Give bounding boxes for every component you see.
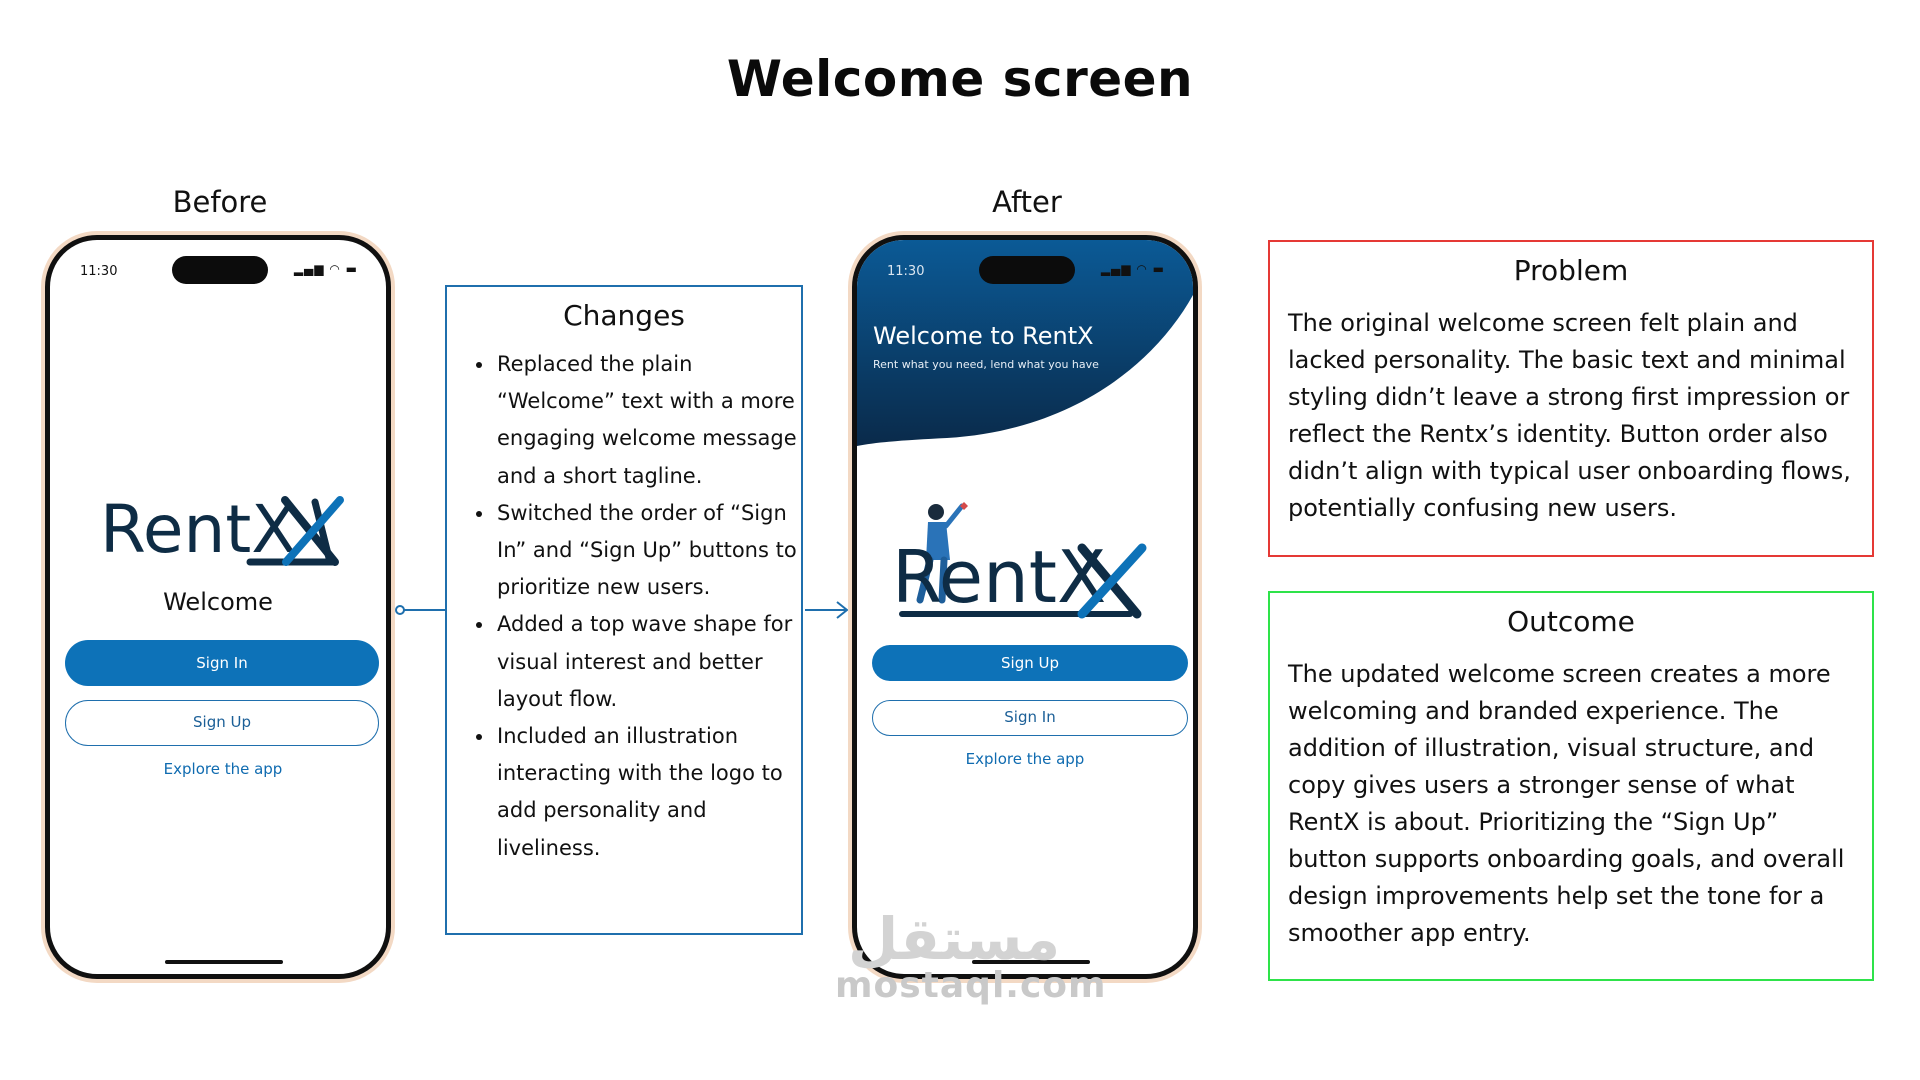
rentx-logo-graphic [100, 490, 350, 580]
status-icons [294, 262, 358, 276]
dynamic-island [979, 256, 1075, 284]
status-icons [1101, 262, 1165, 276]
sign-up-button[interactable]: Sign Up [65, 700, 379, 746]
battery-icon: ▬ [1152, 262, 1165, 276]
home-indicator [165, 960, 283, 964]
changes-list [447, 346, 801, 867]
header-tagline: Rent what you need, lend what you have [873, 358, 1099, 371]
rentx-logo-graphic [892, 530, 1152, 630]
outcome-box [1268, 591, 1874, 981]
after-label: After [992, 185, 1062, 219]
connector-start-dot [396, 606, 404, 614]
outcome-text: The updated welcome screen creates a more welcoming and branded experience. The addition of illustration, visual structure, and copy gives users a stronger sense of what RentX is about. Prioritizing the “Sign Up” button supports onboarding goals, and overall design improvements help set the tone for a smoother app entry. [1288, 660, 1845, 947]
logo-text: RentX [100, 491, 297, 568]
rentx-logo [892, 530, 1152, 634]
status-time: 11:30 [80, 264, 118, 279]
before-phone [45, 235, 391, 979]
after-phone [852, 235, 1198, 979]
before-label: Before [172, 185, 268, 219]
explore-link[interactable]: Explore the app [965, 750, 1085, 768]
person-head-icon [928, 504, 944, 520]
changes-item: • Switched the order of “Sign In” and “Sign Up” buttons to prioritize new users. [495, 495, 801, 607]
watermark-latin: mostaql.com [835, 965, 1107, 1006]
explore-link[interactable]: Explore the app [163, 760, 283, 778]
outcome-title: Outcome [1507, 605, 1635, 638]
logo-text: RentX [892, 535, 1107, 619]
rentx-logo [100, 490, 350, 584]
changes-item: • Replaced the plain “Welcome” text with a more engaging welcome message and a short tagline. [495, 346, 801, 495]
problem-title: Problem [1513, 254, 1629, 287]
signal-icon: ▂▄▆ [1100, 262, 1132, 276]
page-title: Welcome screen [726, 50, 1194, 108]
changes-title: Changes [563, 299, 685, 332]
watermark-arabic: مستقل [848, 905, 1061, 973]
signal-icon: ▂▄▆ [293, 262, 325, 276]
sign-in-button[interactable]: Sign In [872, 700, 1188, 736]
header-title: Welcome to RentX [873, 322, 1094, 350]
changes-item: • Added a top wave shape for visual interest and better layout flow. [495, 606, 801, 718]
wifi-icon: ◠ [329, 262, 341, 276]
wifi-icon: ◠ [1136, 262, 1148, 276]
changes-box [445, 285, 803, 935]
problem-box [1268, 240, 1874, 557]
battery-icon: ▬ [345, 262, 358, 276]
status-time: 11:30 [887, 264, 925, 279]
welcome-text: Welcome [163, 588, 273, 616]
dynamic-island [172, 256, 268, 284]
sign-up-button[interactable]: Sign Up [872, 645, 1188, 681]
sign-in-button[interactable]: Sign In [65, 640, 379, 686]
problem-text: The original welcome screen felt plain and lacked personality. The basic text and minimal styling didn’t leave a strong first impression or reflect the Rentx’s identity. Button order also didn’t align with typical user onboarding flows, potentially confusing new users. [1288, 309, 1851, 522]
person-arm-icon [946, 506, 962, 526]
changes-item: • Included an illustration interacting with the logo to add personality and liveliness. [495, 718, 801, 867]
